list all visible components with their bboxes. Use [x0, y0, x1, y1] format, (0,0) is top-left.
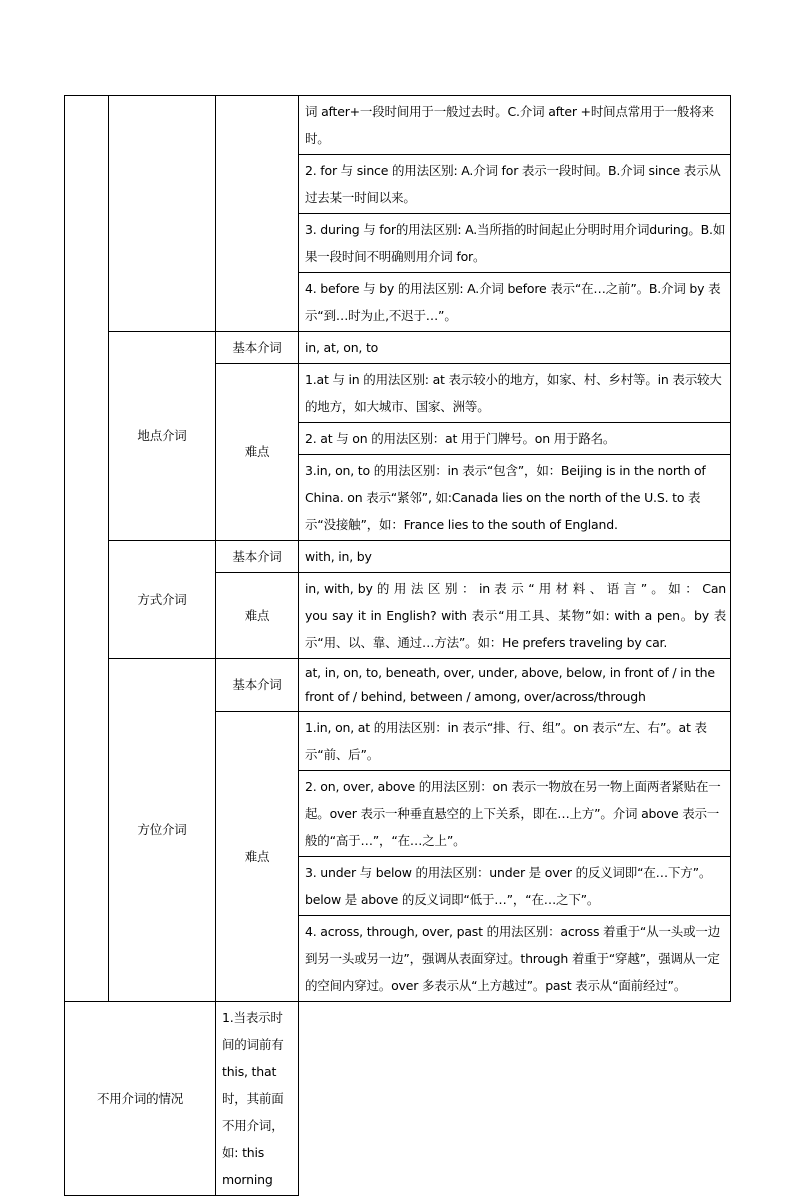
time-category-cell: [109, 96, 216, 332]
time-item-3: 3. during 与 for的用法区别: A.当所指的时间起止分明时用介词during。B.如果一段时间不明确则用介词 for。: [299, 214, 731, 273]
place-basic-value: in, at, on, to: [299, 332, 731, 364]
time-item-1: 词 after+一段时间用于一般过去时。C.介词 after +时间点常用于一般将来时。: [299, 96, 731, 155]
position-basic-label: 基本介词: [216, 659, 299, 712]
place-basic-label: 基本介词: [216, 332, 299, 364]
place-category: 地点介词: [109, 332, 216, 541]
place-difficult-label: 难点: [216, 364, 299, 541]
position-basic-value: at, in, on, to, beneath, over, under, above, below, in front of / in the front of / behind, between / among, over/across/through: [299, 659, 731, 712]
table-row: [65, 96, 731, 155]
position-item-3: 3. under 与 below 的用法区别：under 是 over 的反义词即“在…下方”。below 是 above 的反义词即“低于…”，“在…之下”。: [299, 857, 731, 916]
no-prep-item-1: 1.当表示时间的词前有 this, that 时，其前面不用介词，如: this morning: [216, 1002, 299, 1196]
manner-item-1: in, with, by 的 用 法 区 别 ： in 表 示 “ 用 材 料 、 语 言 ” 。 如 ： Can you say it in English? with 表示“用工具、某物”如: with a pen。by 表示“用、以、靠、通过…方法”。如：He prefers traveling by car.: [299, 573, 731, 659]
table-row: [65, 1002, 731, 1196]
position-item-1: 1.in, on, at 的用法区别：in 表示“排、行、组”。on 表示“左、右”。at 表示“前、后”。: [299, 712, 731, 771]
time-difficult-cell: [216, 96, 299, 332]
manner-category: 方式介词: [109, 541, 216, 659]
time-item-4: 4. before 与 by 的用法区别: A.介词 before 表示“在…之前”。B.介词 by 表示“到…时为止,不迟于…”。: [299, 273, 731, 332]
table-row: [65, 332, 731, 364]
place-item-2: 2. at 与 on 的用法区别：at 用于门牌号。on 用于路名。: [299, 423, 731, 455]
time-item-2: 2. for 与 since 的用法区别: A.介词 for 表示一段时间。B.介词 since 表示从过去某一时间以来。: [299, 155, 731, 214]
position-difficult-label: 难点: [216, 712, 299, 1002]
table-row: [65, 659, 731, 712]
position-category: 方位介词: [109, 659, 216, 1002]
no-prep-label: 不用介词的情况: [65, 1002, 216, 1196]
grammar-table: [64, 95, 731, 1196]
place-item-1: 1.at 与 in 的用法区别: at 表示较小的地方，如家、村、乡村等。in 表示较大的地方，如大城市、国家、洲等。: [299, 364, 731, 423]
outer-category-cell: [65, 96, 109, 1002]
table-row: [65, 541, 731, 573]
place-item-3: 3.in, on, to 的用法区别：in 表示“包含”，如：Beijing is in the north of China. on 表示“紧邻”, 如:Canada lies on the north of the U.S. to 表示“没接触”，如：France lies to the south of England.: [299, 455, 731, 541]
manner-basic-value: with, in, by: [299, 541, 731, 573]
position-item-2: 2. on, over, above 的用法区别：on 表示一物放在另一物上面两者紧贴在一起。over 表示一种垂直悬空的上下关系，即在…上方”。介词 above 表示一般的“高于…”，“在…之上”。: [299, 771, 731, 857]
manner-difficult-label: 难点: [216, 573, 299, 659]
manner-basic-label: 基本介词: [216, 541, 299, 573]
position-item-4: 4. across, through, over, past 的用法区别：across 着重于“从一头或一边到另一头或另一边”，强调从表面穿过。through 着重于“穿越”，强调从一定的空间内穿过。over 多表示从“上方越过”。past 表示从“面前经过”。: [299, 916, 731, 1002]
